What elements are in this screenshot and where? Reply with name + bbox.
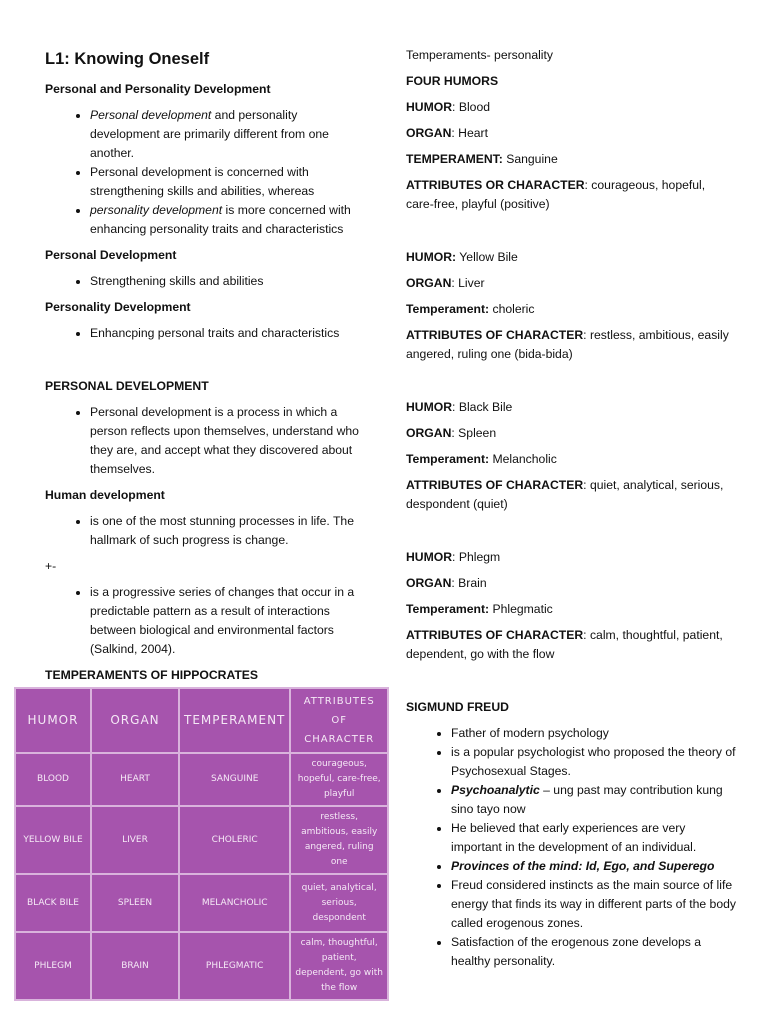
section-heading-personality-development: Personality Development bbox=[45, 300, 191, 314]
organ-label: ORGAN bbox=[406, 576, 452, 590]
humor-block-phlegm bbox=[406, 548, 736, 664]
temperament-line bbox=[406, 450, 736, 469]
humor-block-yellow-bile bbox=[406, 248, 736, 364]
organ-line: ORGAN: Brain bbox=[406, 576, 487, 590]
section-heading-four-humors: FOUR HUMORS bbox=[406, 74, 499, 88]
list-item-text: and personality development are primarily different from one another. bbox=[90, 108, 329, 160]
list-item: • Satisfaction of the erogenous zone develops a healthy personality. bbox=[451, 933, 736, 971]
section-heading-sigmund-freud: SIGMUND FREUD bbox=[406, 700, 509, 714]
emphasis-text: personality development bbox=[90, 203, 223, 217]
humor-label: HUMOR bbox=[406, 400, 453, 414]
temperaments-table bbox=[14, 687, 389, 1001]
table-header-cell: ATTRIBUTES OF CHARACTER bbox=[290, 688, 388, 753]
organ-line: ORGAN: Liver bbox=[406, 276, 485, 290]
organ-label: ORGAN bbox=[406, 426, 452, 440]
section-heading-personal-personality: Personal and Personality Development bbox=[45, 82, 271, 96]
humor-line bbox=[406, 248, 736, 267]
organ-value: Brain bbox=[458, 576, 487, 590]
humor-block-black-bile bbox=[406, 398, 736, 514]
bullet-list-freud bbox=[406, 724, 736, 971]
list-item bbox=[451, 857, 736, 876]
attributes-line: ATTRIBUTES OF CHARACTER: calm, thoughtful, patient, dependent, go with the flow bbox=[406, 628, 723, 661]
table-cell: PHLEGM bbox=[15, 932, 91, 1000]
attributes-label: ATTRIBUTES OF CHARACTER bbox=[406, 478, 584, 492]
organ-line: ORGAN: Spleen bbox=[406, 426, 497, 440]
attributes-label: ATTRIBUTES OF CHARACTER bbox=[406, 628, 584, 642]
list-item bbox=[90, 106, 370, 163]
table-header-cell: ORGAN bbox=[91, 688, 179, 753]
attributes-line: ATTRIBUTES OF CHARACTER: restless, ambitious, easily angered, ruling one (bida-bida) bbox=[406, 328, 729, 361]
attributes-label: ATTRIBUTES OR CHARACTER bbox=[406, 178, 585, 192]
temperament-value: Melancholic bbox=[492, 452, 557, 466]
humor-line: HUMOR: Phlegm bbox=[406, 550, 501, 564]
table-cell: SANGUINE bbox=[179, 753, 290, 806]
table-cell: SPLEEN bbox=[91, 874, 179, 932]
table-row bbox=[15, 932, 388, 1000]
organ-value: Heart bbox=[458, 126, 488, 140]
temperament-label: Temperament: bbox=[406, 602, 490, 616]
spacer bbox=[45, 350, 370, 377]
humor-block-blood bbox=[406, 98, 736, 214]
list-item: • Father of modern psychology bbox=[451, 724, 736, 743]
spacer bbox=[406, 221, 736, 248]
right-column bbox=[406, 46, 736, 978]
list-item-text: is more concerned with enhancing personality traits and characteristics bbox=[90, 203, 351, 236]
bullet-list-human-development-1 bbox=[45, 512, 370, 550]
humor-value: Black Bile bbox=[458, 400, 513, 414]
table-cell: quiet, analytical, serious, despondent bbox=[290, 874, 388, 932]
emphasis-text: Psychoanalytic bbox=[451, 783, 540, 797]
emphasis-text: Personal development bbox=[90, 108, 212, 122]
table-cell: LIVER bbox=[91, 806, 179, 874]
organ-value: Liver bbox=[458, 276, 485, 290]
list-item bbox=[451, 781, 736, 819]
table-cell: YELLOW BILE bbox=[15, 806, 91, 874]
section-heading-personal-development-caps: PERSONAL DEVELOPMENT bbox=[45, 379, 209, 393]
list-item bbox=[90, 163, 370, 201]
temperament-label: Temperament: bbox=[406, 452, 490, 466]
temperament-label: Temperament: bbox=[406, 302, 490, 316]
table-cell: BLACK BILE bbox=[15, 874, 91, 932]
temperament-line bbox=[406, 300, 736, 319]
humor-label: HUMOR bbox=[406, 550, 453, 564]
bullet-list-personal-development bbox=[45, 272, 370, 291]
organ-value: Spleen bbox=[458, 426, 497, 440]
list-item: • He believed that early experiences are very important in the development of an individual. bbox=[451, 819, 736, 857]
section-heading-human-development: Human development bbox=[45, 488, 165, 502]
list-item-text: Personal development is concerned with strengthening skills and abilities, whereas bbox=[90, 165, 315, 198]
table-cell: BLOOD bbox=[15, 753, 91, 806]
spacer bbox=[406, 521, 736, 548]
humor-line: HUMOR: Black Bile bbox=[406, 400, 513, 414]
page-title: L1: Knowing Oneself bbox=[45, 50, 210, 68]
table-cell: CHOLERIC bbox=[179, 806, 290, 874]
list-item: • is a progressive series of changes that occur in a predictable pattern as a result of interactions between biological and environmental factors (Salkind, 2004). bbox=[90, 583, 370, 659]
attributes-value: quiet, analytical, serious, despondent (quiet) bbox=[406, 478, 724, 511]
section-heading-temperaments: TEMPERAMENTS OF HIPPOCRATES bbox=[45, 668, 259, 682]
organ-label: ORGAN bbox=[406, 276, 452, 290]
bullet-list-personal-personality bbox=[45, 106, 370, 239]
temperament-line bbox=[406, 600, 736, 619]
list-item: • Personal development is a process in which a person reflects upon themselves, understand who they are, and accept what they discovered about themselves. bbox=[90, 403, 370, 479]
bullet-list-human-development-2 bbox=[45, 583, 370, 659]
list-item: • is one of the most stunning processes in life. The hallmark of such progress is change. bbox=[90, 512, 370, 550]
temperament-value: Phlegmatic bbox=[492, 602, 553, 616]
humor-value: Blood bbox=[458, 100, 490, 114]
humor-label: HUMOR: bbox=[406, 250, 457, 264]
attributes-value: restless, ambitious, easily angered, ruling one (bida-bida) bbox=[406, 328, 729, 361]
attributes-line: ATTRIBUTES OF CHARACTER: quiet, analytical, serious, despondent (quiet) bbox=[406, 478, 724, 511]
left-column bbox=[23, 46, 383, 1001]
table-cell: HEART bbox=[91, 753, 179, 806]
temperament-value: choleric bbox=[492, 302, 535, 316]
section-heading-personal-development: Personal Development bbox=[45, 248, 177, 262]
table-cell: PHLEGMATIC bbox=[179, 932, 290, 1000]
attributes-value: calm, thoughtful, patient, dependent, go with the flow bbox=[406, 628, 723, 661]
bullet-list-personality-development bbox=[45, 324, 370, 343]
list-item bbox=[90, 201, 370, 239]
table-cell: MELANCHOLIC bbox=[179, 874, 290, 932]
organ-line: ORGAN: Heart bbox=[406, 126, 488, 140]
list-item-text: – ung past may contribution kung sino tayo now bbox=[451, 783, 723, 816]
attributes-label: ATTRIBUTES OF CHARACTER bbox=[406, 328, 584, 342]
temperament-value: Sanguine bbox=[506, 152, 558, 166]
table-row bbox=[15, 874, 388, 932]
emphasis-text: Provinces of the mind: Id, Ego, and Superego bbox=[451, 859, 715, 873]
table-row bbox=[15, 753, 388, 806]
list-item: • is a popular psychologist who proposed the theory of Psychosexual Stages. bbox=[451, 743, 736, 781]
attributes-value: courageous, hopeful, care-free, playful (positive) bbox=[406, 178, 706, 211]
table-header-row bbox=[15, 688, 388, 753]
attributes-line: ATTRIBUTES OR CHARACTER: courageous, hopeful, care-free, playful (positive) bbox=[406, 178, 706, 211]
bullet-list-personal-development-definition bbox=[45, 403, 370, 479]
list-item: • Enhancping personal traits and characteristics bbox=[90, 324, 370, 343]
table-header-cell: HUMOR bbox=[15, 688, 91, 753]
table-cell: BRAIN bbox=[91, 932, 179, 1000]
spacer bbox=[406, 371, 736, 398]
table-cell: calm, thoughtful, patient, dependent, go with the flow bbox=[290, 932, 388, 1000]
table-header-cell: TEMPERAMENT bbox=[179, 688, 290, 753]
humor-value: Yellow Bile bbox=[459, 250, 518, 264]
list-item: • Freud considered instincts as the main source of life energy that finds its way in different parts of the body called erogenous zones. bbox=[451, 876, 736, 933]
intro-text: Temperaments- personality bbox=[406, 48, 553, 62]
humor-line: HUMOR: Blood bbox=[406, 100, 490, 114]
table-cell: restless, ambitious, easily angered, ruling one bbox=[290, 806, 388, 874]
humor-value: Phlegm bbox=[458, 550, 501, 564]
list-item: • Strengthening skills and abilities bbox=[90, 272, 370, 291]
temperament-label: TEMPERAMENT: bbox=[406, 152, 503, 166]
table-cell: courageous, hopeful, care-free, playful bbox=[290, 753, 388, 806]
temperaments-table-wrapper bbox=[14, 687, 389, 1001]
organ-label: ORGAN bbox=[406, 126, 452, 140]
stray-mark: +- bbox=[45, 559, 57, 573]
spacer bbox=[406, 671, 736, 698]
humor-label: HUMOR bbox=[406, 100, 453, 114]
temperament-line bbox=[406, 150, 736, 169]
table-row bbox=[15, 806, 388, 874]
